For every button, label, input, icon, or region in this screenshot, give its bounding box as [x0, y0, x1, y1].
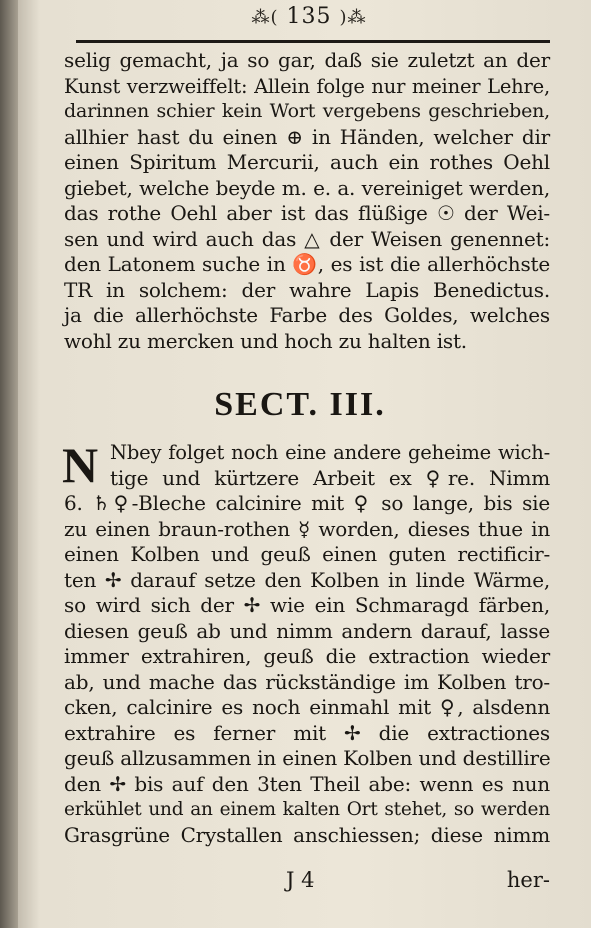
- text-line: immer extrahiren, geuß die extraction wieder: [64, 644, 550, 668]
- text-line: wohl zu mercken und hoch zu halten ist.: [64, 328, 467, 353]
- text-line: so wird sich der ✢ wie ein Schmaragd färben,: [64, 593, 550, 617]
- text-line: Kunst verzweiffelt: Allein folge nur meiner Lehre,: [64, 74, 550, 98]
- text-line: 6. ♄♀-Bleche calcinire mit ♀ so lange, bis sie: [64, 491, 550, 515]
- text-line: tige und kürtzere Arbeit ex ♀re. Nimm: [110, 465, 550, 490]
- signature-mark: J 4: [286, 868, 315, 892]
- text-line: giebet, welche beyde m. e. a. vereiniget werden,: [64, 175, 550, 200]
- text-line: ja die allerhöchste Farbe des Goldes, welches: [64, 303, 550, 327]
- page-gutter: [0, 0, 18, 928]
- header-rule: [76, 40, 550, 43]
- section1-text: [64, 48, 550, 354]
- text-line: einen Spiritum Mercurii, auch ein rothes Oehl: [64, 150, 550, 174]
- text-line: extrahire es ferner mit ✢ die extractiones: [64, 720, 550, 745]
- text-line: erkühlet und an einem kalten Ort stehet, so werden: [64, 799, 550, 820]
- text-line: ab, und mache das rückständige im Kolben tro-: [64, 669, 550, 694]
- text-line: sen und wird auch das △ der Weisen genennet:: [64, 226, 550, 251]
- text-line: den ✢ bis auf den 3ten Theil abe: wenn es nun: [64, 771, 550, 796]
- text-line: das rothe Oehl aber ist das flüßige ☉ der Wei-: [64, 201, 550, 225]
- text-line: einen Kolben und geuß einen guten rectificir-: [64, 542, 550, 566]
- text-line: allhier hast du einen ⊕ in Händen, welcher dir: [64, 124, 550, 149]
- page-footer: [64, 868, 550, 896]
- text-line: cken, calcinire es noch einmahl mit ♀, alsdenn: [64, 695, 550, 719]
- header-ornament-left: ⁂(: [251, 7, 279, 28]
- catchword: her-: [506, 868, 550, 892]
- header-ornament-right: )⁂: [339, 7, 367, 28]
- page-header: [224, 4, 394, 30]
- text-line: ten ✢ darauf setze den Kolben in linde Wärme,: [64, 567, 550, 592]
- text-line: diesen geuß ab und nimm andern darauf, lasse: [64, 618, 550, 643]
- text-line: zu einen braun-rothen ☿ worden, dieses thue in: [64, 516, 550, 541]
- section2-text: [62, 437, 551, 848]
- text-line: den Latonem suche in ♉, es ist die allerhöchste: [64, 252, 550, 276]
- section-heading: SECT. III.: [214, 386, 386, 423]
- text-line: geuß allzusammen in einen Kolben und destillire: [64, 746, 551, 770]
- text-line: TR in solchem: der wahre Lapis Benedictus.: [64, 277, 550, 302]
- drop-cap: N: [62, 437, 99, 493]
- text-line: Nbey folget noch eine andere geheime wich-: [110, 441, 550, 464]
- text-line: selig gemacht, ja so gar, daß sie zuletzt an der: [64, 48, 550, 72]
- text-line: Grasgrüne Crystallen anschiessen; diese nimm: [64, 822, 550, 847]
- page-number: 135: [286, 4, 332, 29]
- text-line: darinnen schier kein Wort vergebens geschrieben,: [64, 100, 550, 122]
